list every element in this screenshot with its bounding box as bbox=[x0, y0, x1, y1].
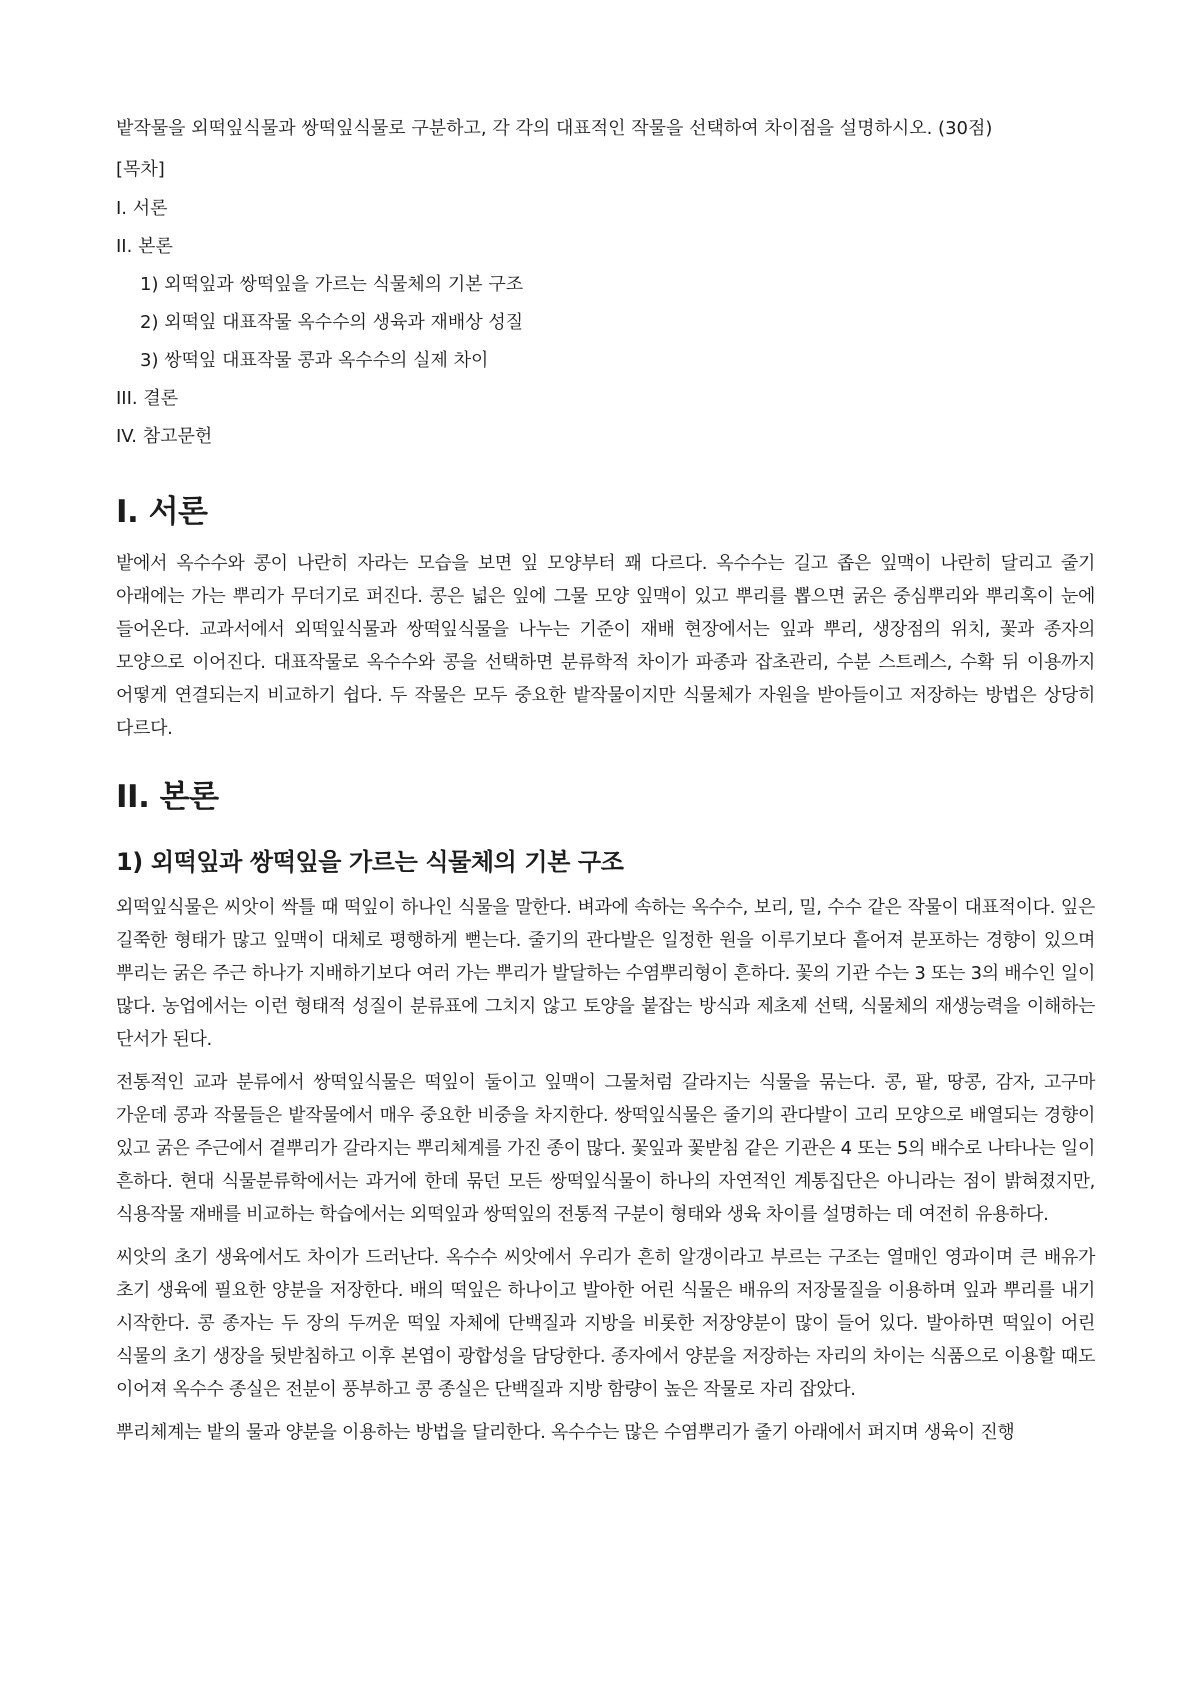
intro-paragraph: 밭에서 옥수수와 콩이 나란히 자라는 모습을 보면 잎 모양부터 꽤 다르다. 옥수수는 길고 좁은 잎맥이 나란히 달리고 줄기 아래에는 가는 뿌리가 무더기로 퍼진다. 콩은 넓은 잎에 그물 모양 잎맥이 있고 뿌리를 뽑으면 굵은 중심뿌리와 뿌리혹이 눈에 들어온다. 교과서에서 외떡잎식물과 쌍떡잎식물을 나누는 기준이 재배 현장에서는 잎과 뿌리, 생장점의 위치, 꽃과 종자의 모양으로 이어진다. 대표작물로 옥수수와 콩을 선택하면 분류학적 차이가 파종과 잡초관리, 수분 스트레스, 수확 뒤 이용까지 어떻게 연결되는지 비교하기 쉽다. 두 작물은 모두 중요한 밭작물이지만 식물체가 자원을 받아들이고 저장하는 방법은 상당히 다르다. bbox=[116, 553, 1095, 739]
assignment-question: 밭작물을 외떡잎식물과 쌍떡잎식물로 구분하고, 각 각의 대표적인 작물을 선택하여 차이점을 설명하시오. (30점) bbox=[116, 118, 993, 139]
body-paragraph: 전통적인 교과 분류에서 쌍떡잎식물은 떡잎이 둘이고 잎맥이 그물처럼 갈라지는 식물을 묶는다. 콩, 팥, 땅콩, 감자, 고구마 가운데 콩과 작물들은 밭작물에서 매우 중요한 비중을 차지한다. 쌍떡잎식물은 줄기의 관다발이 고리 모양으로 배열되는 경향이 있고 굵은 주근에서 곁뿌리가 갈라지는 뿌리체계를 가진 종이 많다. 꽃잎과 꽃받침 같은 기관은 4 또는 5의 배수로 나타나는 일이 흔하다. 현대 식물분류학에서는 과거에 한데 묶던 모든 쌍떡잎식물이 하나의 자연적인 계통집단은 아니라는 점이 밝혀졌지만, 식용작물 재배를 비교하는 학습에서는 외떡잎과 쌍떡잎의 전통적 구분이 형태와 생육 차이를 설명하는 데 여전히 유용하다. bbox=[116, 1072, 1095, 1225]
body-paragraph: 뿌리체계는 밭의 물과 양분을 이용하는 방법을 달리한다. 옥수수는 많은 수염뿌리가 줄기 아래에서 퍼지며 생육이 진행 bbox=[116, 1422, 1015, 1443]
toc-subitem-1: 1) 외떡잎과 쌍떡잎을 가르는 식물체의 기본 구조 bbox=[140, 274, 524, 295]
body-subheading-1: 1) 외떡잎과 쌍떡잎을 가르는 식물체의 기본 구조 bbox=[116, 848, 624, 876]
toc-item-body: II. 본론 bbox=[116, 236, 173, 257]
toc-item-conclusion: III. 결론 bbox=[116, 388, 179, 409]
body-paragraph: 외떡잎식물은 씨앗이 싹틀 때 떡잎이 하나인 식물을 말한다. 벼과에 속하는 옥수수, 보리, 밀, 수수 같은 작물이 대표적이다. 잎은 길쭉한 형태가 많고 잎맥이 대체로 평행하게 뻗는다. 줄기의 관다발은 일정한 원을 이루기보다 흩어져 분포하는 경향이 있으며 뿌리는 굵은 주근 하나가 지배하기보다 여러 가는 뿌리가 발달하는 수염뿌리형이 흔하다. 꽃의 기관 수는 3 또는 3의 배수인 일이 많다. 농업에서는 이런 형태적 성질이 분류표에 그치지 않고 토양을 붙잡는 방식과 제초제 선택, 식물체의 재생능력을 이해하는 단서가 된다. bbox=[116, 897, 1095, 1050]
toc-subitem-2: 2) 외떡잎 대표작물 옥수수의 생육과 재배상 성질 bbox=[140, 312, 524, 333]
intro-heading: I. 서론 bbox=[116, 494, 208, 530]
toc-subitem-3: 3) 쌍떡잎 대표작물 콩과 옥수수의 실제 차이 bbox=[140, 350, 489, 371]
table-of-contents bbox=[116, 158, 1095, 449]
toc-heading: [목차] bbox=[116, 159, 165, 180]
toc-item-intro: I. 서론 bbox=[116, 198, 168, 219]
body-heading: II. 본론 bbox=[116, 779, 219, 815]
body-paragraph: 씨앗의 초기 생육에서도 차이가 드러난다. 옥수수 씨앗에서 우리가 흔히 알갱이라고 부르는 구조는 열매인 영과이며 큰 배유가 초기 생육에 필요한 양분을 저장한다. 배의 떡잎은 하나이고 발아한 어린 식물은 배유의 저장물질을 이용하며 잎과 뿌리를 내기 시작한다. 콩 종자는 두 장의 두꺼운 떡잎 자체에 단백질과 지방을 비롯한 저장양분이 많이 들어 있다. 발아하면 떡잎이 어린 식물의 초기 생장을 뒷받침하고 이후 본엽이 광합성을 담당한다. 종자에서 양분을 저장하는 자리의 차이는 식품으로 이용할 때도 이어져 옥수수 종실은 전분이 풍부하고 콩 종실은 단백질과 지방 함량이 높은 작물로 자리 잡았다. bbox=[116, 1247, 1095, 1400]
toc-item-references: IV. 참고문헌 bbox=[116, 426, 213, 447]
